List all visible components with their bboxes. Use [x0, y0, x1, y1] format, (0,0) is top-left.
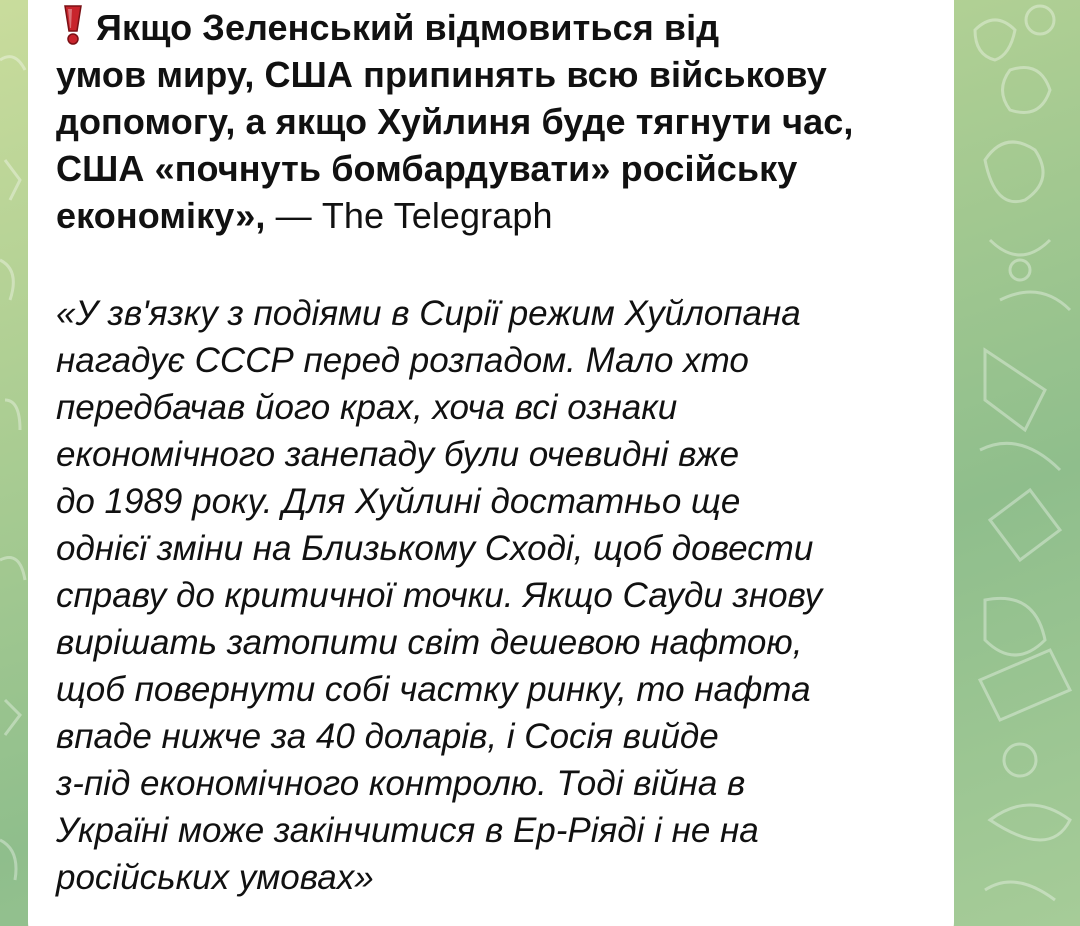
- headline-line-1: Якщо Зеленський відмовиться від: [96, 7, 720, 48]
- exclamation-icon: [60, 4, 86, 46]
- quote-line: до 1989 року. Для Хуйлині достатньо ще: [56, 482, 741, 521]
- quote-line: нагадує СССР перед розпадом. Мало хто: [56, 341, 749, 380]
- headline-line-2: умов миру, США припинять всю військову: [56, 54, 827, 95]
- quote-line: Україні може закінчитися в Ер-Ріяді і не на: [56, 811, 759, 850]
- headline-line-4: США «почнуть бомбардувати» російську: [56, 148, 798, 189]
- headline-source: — The Telegraph: [265, 195, 553, 236]
- quote-line: російських умовах»: [56, 858, 374, 897]
- quote-line: економічного занепаду були очевидні вже: [56, 435, 740, 474]
- quote-line: вирішать затопити світ дешевою нафтою,: [56, 623, 803, 662]
- headline-line-3: допомогу, а якщо Хуйлиня буде тягнути час,: [56, 101, 854, 142]
- quote-line: справу до критичної точки. Якщо Сауди знову: [56, 576, 823, 615]
- message-headline: [56, 4, 936, 239]
- quote-text: [56, 290, 936, 901]
- quote-line: щоб повернути собі частку ринку, то нафта: [56, 670, 811, 709]
- quote-line: з-під економічного контролю. Тоді війна в: [56, 764, 746, 803]
- quote-line: «У зв'язку з подіями в Сирії режим Хуйлопана: [56, 294, 801, 333]
- headline-line-5: економіку»,: [56, 195, 266, 236]
- quote-line: однієї зміни на Близькому Сході, щоб довести: [56, 529, 814, 568]
- quote-line: передбачав його крах, хоча всі ознаки: [56, 388, 678, 427]
- quote-line: впаде нижче за 40 доларів, і Сосія вийде: [56, 717, 719, 756]
